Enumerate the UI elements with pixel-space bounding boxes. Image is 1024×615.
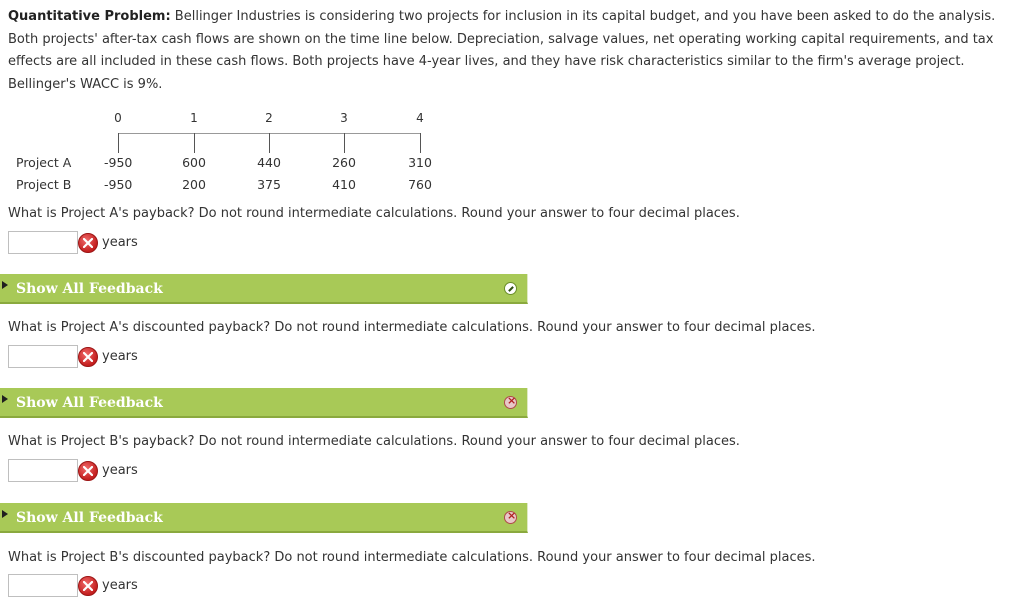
problem-text: Bellinger Industries is considering two projects for inclusion in its capital budget, and you have been asked to do the analysis. Both projects' after-tax cash flows are shown on the time line below. Depreciation, salvage values, net operating working capital requirements, and tax effects are all included in these cash flows. Both projects have 4-year lives, and they have risk characteristics similar to the firm's average project. Bellinger's WACC is 9%. [8,9,996,92]
question-a-discounted-payback: What is Project A's discounted payback? Do not round intermediate calculations. Round your answer to four decimal places. [8,320,816,335]
answer-input-b-discounted-payback[interactable] [8,574,78,597]
unit-label: years [102,578,138,593]
cash-flow-value: 760 [408,177,432,192]
error-icon [504,511,517,524]
question-a-payback: What is Project A's payback? Do not round intermediate calculations. Round your answer to four decimal places. [8,206,740,221]
cash-flow-timeline [0,108,520,198]
error-icon [78,347,98,367]
cash-flow-value: 600 [182,155,206,170]
answer-input-b-payback[interactable] [8,459,78,482]
cash-flow-value: 440 [257,155,281,170]
project-b-label: Project B [16,177,72,192]
period-label: 1 [190,111,198,125]
problem-label: Quantitative Problem: [8,9,171,24]
timeline-tick [420,133,421,153]
cash-flow-value: 410 [332,177,356,192]
cash-flow-value: -950 [104,177,133,192]
cash-flow-value: 260 [332,155,356,170]
cash-flow-value: 200 [182,177,206,192]
expand-triangle-icon [2,395,8,403]
question-b-discounted-payback: What is Project B's discounted payback? Do not round intermediate calculations. Round your answer to four decimal places. [8,550,816,565]
expand-triangle-icon [2,281,8,289]
cash-flow-value: -950 [104,155,133,170]
expand-triangle-icon [2,510,8,518]
unit-label: years [102,463,138,478]
feedback-label: Show All Feedback [16,395,163,411]
timeline-tick [194,133,195,153]
period-label: 3 [340,111,348,125]
timeline-tick [118,133,119,153]
answer-input-a-discounted-payback[interactable] [8,345,78,368]
cash-flow-value: 375 [257,177,281,192]
unit-label: years [102,349,138,364]
show-all-feedback-button[interactable] [0,503,528,533]
feedback-label: Show All Feedback [16,510,163,526]
error-icon [78,576,98,596]
period-label: 0 [114,111,122,125]
error-icon [504,396,517,409]
cash-flow-value: 310 [408,155,432,170]
period-label: 2 [265,111,273,125]
show-all-feedback-button[interactable] [0,274,528,304]
answer-input-a-payback[interactable] [8,231,78,254]
timeline-tick [344,133,345,153]
error-icon [78,461,98,481]
error-icon [78,233,98,253]
feedback-label: Show All Feedback [16,281,163,297]
show-all-feedback-button[interactable] [0,388,528,418]
unit-label: years [102,235,138,250]
pencil-icon [504,282,517,295]
question-b-payback: What is Project B's payback? Do not round intermediate calculations. Round your answer to four decimal places. [8,434,740,449]
period-label: 4 [416,111,424,125]
timeline-tick [269,133,270,153]
project-a-label: Project A [16,155,72,170]
problem-statement [8,6,1018,96]
